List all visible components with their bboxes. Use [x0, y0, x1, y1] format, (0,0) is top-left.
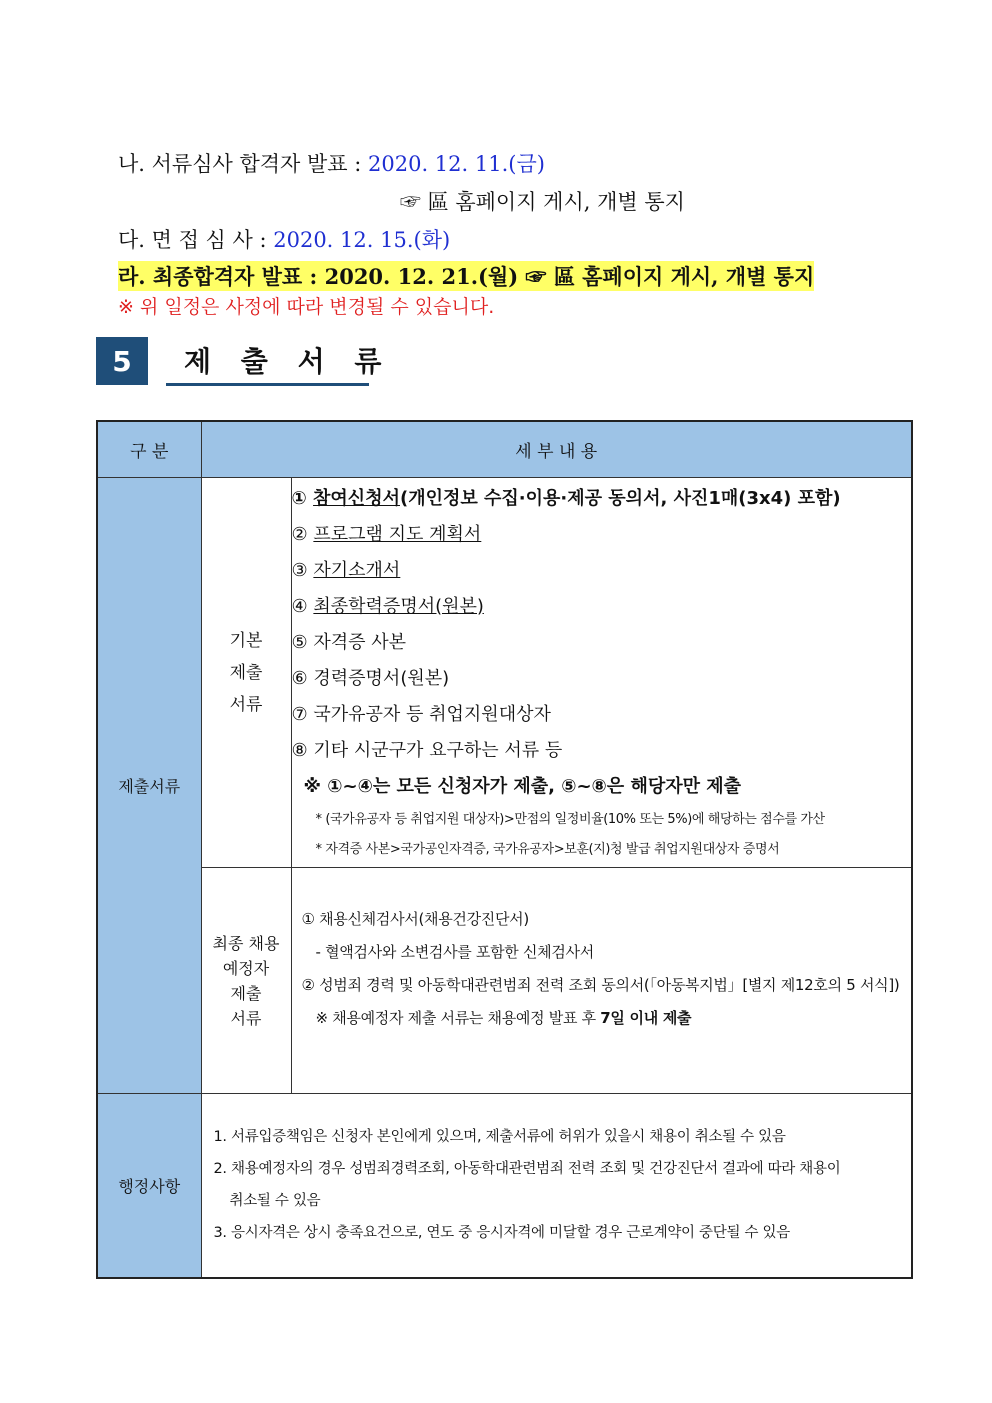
list-item: [292, 589, 912, 625]
schedule-na-date: 2020. 12. 11.(금): [368, 152, 545, 176]
list-item: ② 성범죄 경력 및 아동학대관련범죄 전력 조회 동의서(「아동복지법」[별지 제12호의 5 서식]): [301, 975, 900, 994]
final-label-line: 서류: [230, 1008, 262, 1028]
final-docs-label: [201, 868, 291, 1094]
section-number-badge: 5: [96, 337, 148, 385]
item-num: ⑤: [291, 631, 308, 653]
basic-footnote-2: * 자격증 사본>국가공인자격증, 국가유공자>보훈(지)청 발급 취업지원대상자 증명서: [315, 841, 780, 857]
final-note-bold: 7일 이내 제출: [600, 1008, 692, 1027]
list-item: [292, 733, 912, 769]
item-text: 자기소개서: [313, 559, 401, 581]
basic-footnote-1: * (국가유공자 등 취업지원 대상자)>만점의 일정비율(10% 또는 5%)에 해당하는 점수를 가산: [315, 811, 825, 827]
header-details: 세 부 내 용: [201, 421, 912, 478]
item-text: 기타 시군구가 요구하는 서류 등: [313, 739, 563, 761]
schedule-na-sub: ☞ 區 홈페이지 게시, 개별 통지: [400, 190, 685, 214]
list-item: - 혈액검사와 소변검사를 포함한 신체검사서: [315, 942, 594, 961]
item-text: 프로그램 지도 계획서: [313, 523, 482, 545]
category-admin: 행정사항: [97, 1094, 201, 1278]
item-num: ⑧: [291, 739, 308, 761]
basic-docs-list: [291, 478, 912, 868]
item-num: ⑥: [291, 667, 308, 689]
schedule-na: [118, 148, 545, 178]
final-label-line: 최종 채용: [212, 933, 280, 953]
item-extra: (개인정보 수집·이용·제공 동의서, 사진1매(3x4) 포함): [399, 487, 841, 509]
basic-note: ※ ①~④는 모든 신청자가 제출, ⑤~⑧은 해당자만 제출: [303, 775, 742, 797]
schedule-da-label: 다. 면 접 심 사 :: [118, 228, 274, 252]
list-item: 취소될 수 있음: [229, 1193, 321, 1210]
item-text: 자격증 사본: [313, 631, 407, 653]
list-item: [292, 625, 912, 661]
item-num: ②: [291, 523, 308, 545]
schedule-na-label: 나. 서류심사 합격자 발표 :: [118, 152, 368, 176]
list-item: 2. 채용예정자의 경우 성범죄경력조회, 아동학대관련범죄 전력 조회 및 건강진단서 결과에 따라 채용이: [213, 1161, 841, 1178]
admin-list: [201, 1094, 912, 1278]
section-title-underline: [166, 383, 369, 386]
section-title: 제 출 서 류: [184, 345, 392, 378]
item-text: 최종학력증명서(원본): [313, 595, 484, 617]
schedule-notice: ※ 위 일정은 사정에 따라 변경될 수 있습니다.: [118, 296, 495, 318]
basic-label-line: 서류: [229, 694, 263, 715]
basic-label-line: 기본: [229, 630, 263, 651]
item-num: ③: [291, 559, 308, 581]
header-category: 구 분: [97, 421, 201, 478]
list-item: [292, 517, 912, 553]
item-text: 국가유공자 등 취업지원대상자: [313, 703, 551, 725]
list-item: [292, 661, 912, 697]
schedule-da-date: 2020. 12. 15.(화): [273, 228, 451, 252]
item-text: 경력증명서(원본): [313, 667, 450, 689]
item-num: ④: [291, 595, 308, 617]
basic-label-line: 제출: [229, 662, 263, 683]
list-item: 1. 서류입증책임은 신청자 본인에게 있으며, 제출서류에 허위가 있을시 채용이 취소될 수 있음: [213, 1129, 786, 1146]
list-item: [292, 553, 912, 589]
list-item: [292, 697, 912, 733]
item-num: ⑦: [291, 703, 308, 725]
schedule-ra: 라. 최종합격자 발표 : 2020. 12. 21.(월) ☞ 區 홈페이지 게시, 개별 통지: [118, 261, 814, 291]
final-note: [302, 1002, 912, 1035]
category-submit-docs: 제출서류: [97, 478, 201, 1094]
list-item: 3. 응시자격은 상시 충족요건으로, 연도 중 응시자격에 미달할 경우 근로계약이 중단될 수 있음: [213, 1225, 790, 1242]
item-text: 참여신청서: [313, 487, 400, 509]
final-label-line: 제출: [230, 983, 262, 1003]
final-label-line: 예정자: [222, 958, 270, 978]
basic-docs-label: [201, 478, 291, 868]
list-item: ① 채용신체검사서(채용건강진단서): [301, 909, 529, 928]
documents-table: [96, 420, 913, 1279]
final-docs-list: [291, 868, 912, 1094]
item-num: ①: [291, 487, 307, 509]
list-item: [292, 481, 912, 517]
final-note-text: ※ 채용예정자 제출 서류는 채용예정 발표 후: [315, 1008, 601, 1027]
schedule-da: [118, 224, 450, 254]
